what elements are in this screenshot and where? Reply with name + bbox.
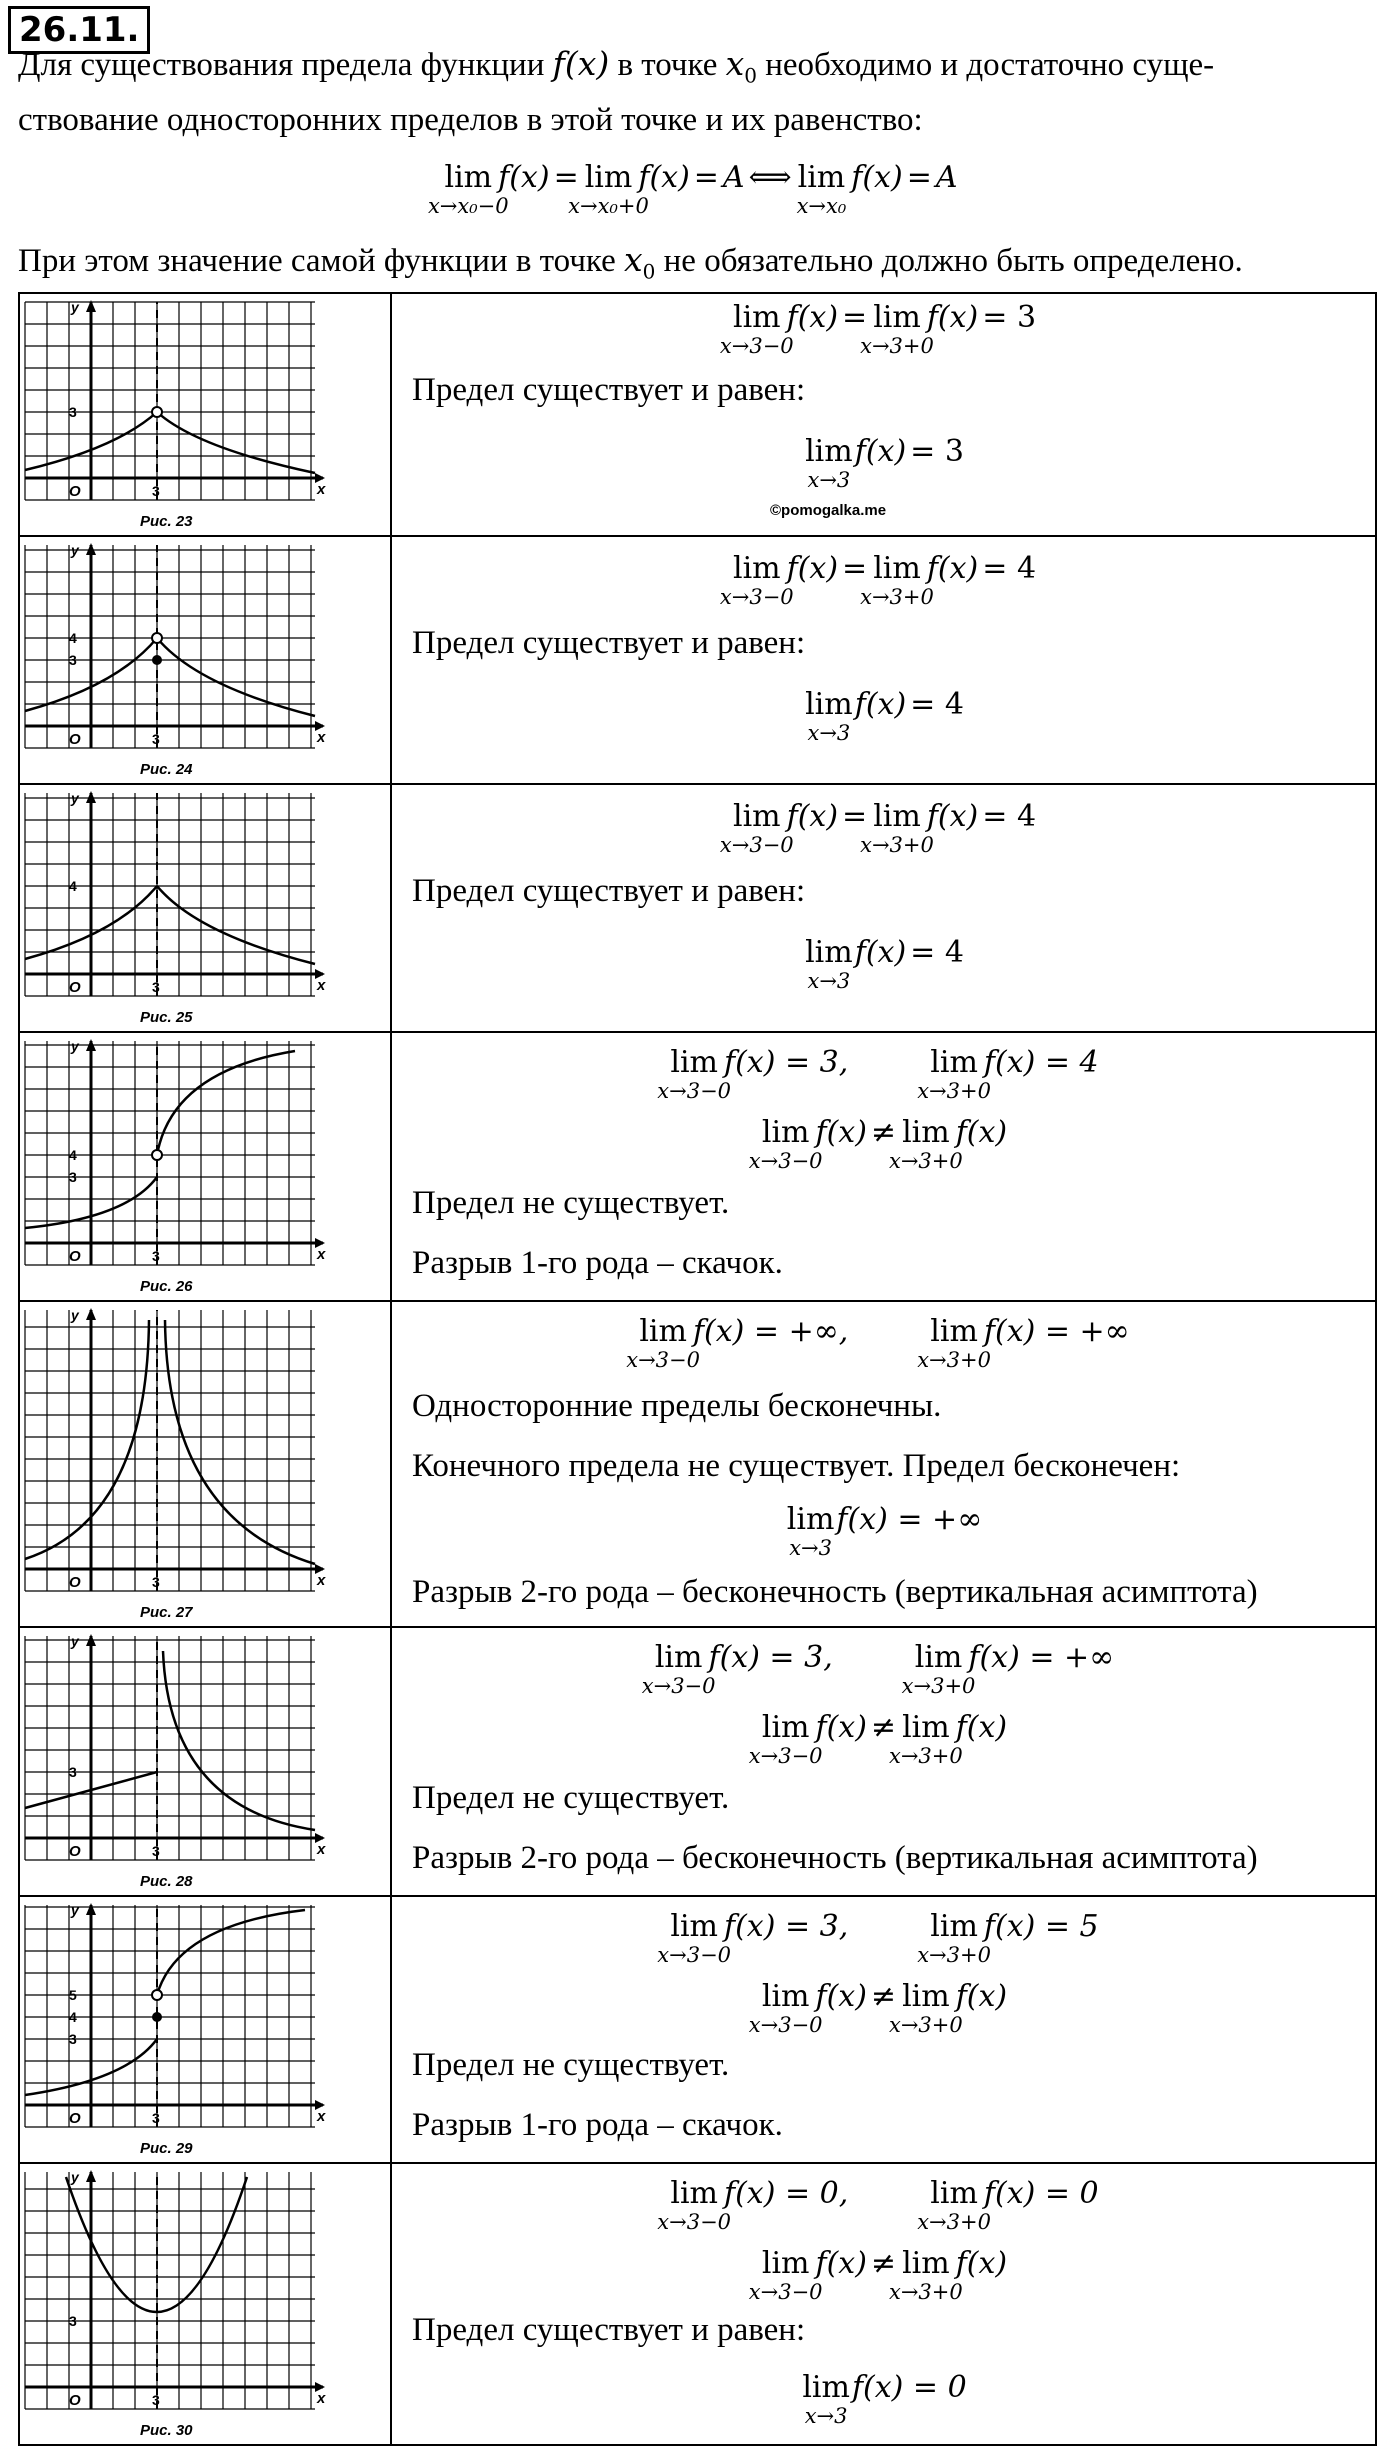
graph-24 xyxy=(20,537,390,778)
graph-cell xyxy=(19,1301,391,1627)
graph-cell xyxy=(19,2163,391,2445)
problem-number: 26.11. xyxy=(8,6,150,54)
figure-caption: Рис. 29 xyxy=(140,2140,193,2157)
graph-cell xyxy=(19,536,391,784)
row-text: Предел существует и равен: xyxy=(412,873,806,909)
case-row-27 xyxy=(19,1301,1376,1627)
case-row-29 xyxy=(19,1896,1376,2163)
figure-caption: Рис. 27 xyxy=(140,1604,193,1621)
curve-left xyxy=(25,1320,149,1559)
x-axis-label: x xyxy=(317,481,326,498)
y-axis-arrow xyxy=(86,543,96,555)
row-text: Разрыв 1-го рода – скачок. xyxy=(412,1245,783,1281)
x-axis-label: x xyxy=(317,2390,326,2407)
graph-29 xyxy=(20,1897,390,2157)
graph-cell xyxy=(19,1627,391,1896)
y-axis-label: y xyxy=(71,1038,79,1054)
tick-label-x3: 3 xyxy=(152,2110,160,2126)
figure-caption: Рис. 25 xyxy=(140,1009,193,1026)
y-axis-arrow xyxy=(86,1308,96,1320)
origin-label: O xyxy=(69,2110,81,2127)
tick-label-y: 3 xyxy=(69,2031,77,2047)
figure-caption: Рис. 24 xyxy=(140,761,193,778)
y-axis-label: y xyxy=(71,542,79,558)
y-axis-label: y xyxy=(71,1633,79,1649)
row-text: Разрыв 2-го рода – бесконечность (вертикальная асимптота) xyxy=(412,1574,1258,1610)
graph-26 xyxy=(20,1033,390,1295)
origin-label: O xyxy=(69,1248,81,1265)
origin-label: O xyxy=(69,2392,81,2409)
open-point xyxy=(152,1150,162,1160)
graph-25 xyxy=(20,785,390,1026)
tick-label-x3: 3 xyxy=(152,1248,160,1264)
text-cell: lim x→3−0 f(x) = lim x→3+0 f(x) = 4 Предел существует и равен: lim x→3 f(x) = 4 xyxy=(391,784,1376,1032)
row-text: Односторонние пределы бесконечны. xyxy=(412,1388,942,1424)
figure-caption: Рис. 30 xyxy=(140,2422,193,2439)
graph-30 xyxy=(20,2164,390,2439)
curve-right xyxy=(157,412,315,473)
y-axis-label: y xyxy=(71,2169,79,2185)
text-cell: lim x→3−0 f(x) = 3, lim x→3+0 f(x) = 4 lim x→3−0 f(x) ≠ lim x→3+0 f(x) Предел не существует. Разрыв 1-го рода – скачок. xyxy=(391,1032,1376,1301)
tick-label-x3: 3 xyxy=(152,979,160,995)
origin-label: O xyxy=(69,731,81,748)
row-text: Конечного предела не существует. Предел бесконечен: xyxy=(412,1448,1181,1484)
figure-caption: Рис. 28 xyxy=(140,1873,193,1890)
origin-label: O xyxy=(69,1574,81,1591)
text-cell: lim x→3−0 f(x) = +∞, lim x→3+0 f(x) = +∞ Односторонние пределы бесконечны. Конечного предела не существует. Предел бесконечен: lim x→3 f(x) = +∞ Разрыв 2-го рода – бесконечность (вертикальная асимптота) xyxy=(391,1301,1376,1627)
graph-cell xyxy=(19,1896,391,2163)
row-text: Разрыв 2-го рода – бесконечность (вертикальная асимптота) xyxy=(412,1840,1258,1876)
row-text: Предел существует и равен: xyxy=(412,2312,806,2348)
text-cell: lim x→3−0 f(x) = 3, lim x→3+0 f(x) = +∞ lim x→3−0 f(x) ≠ lim x→3+0 f(x) Предел не существует. Разрыв 2-го рода – бесконечность (вертикальная асимптота) xyxy=(391,1627,1376,1896)
cases-table xyxy=(18,292,1377,2446)
tick-label-y: 4 xyxy=(69,630,77,646)
case-row-28 xyxy=(19,1627,1376,1896)
text-cell: lim x→3−0 f(x) = 3, lim x→3+0 f(x) = 5 lim x→3−0 f(x) ≠ lim x→3+0 f(x) Предел не существует. Разрыв 1-го рода – скачок. xyxy=(391,1896,1376,2163)
graph-cell xyxy=(19,293,391,536)
graph-cell xyxy=(19,1032,391,1301)
curve-right xyxy=(165,1320,315,1564)
open-point xyxy=(152,633,162,643)
row-text: Предел существует и равен: xyxy=(412,372,806,408)
intro-paragraph: Для существования предела функции f(x) в точке $x_0$ необходимо и достаточно суще- ствование односторонних пределов в этой точке и их равенство: xyxy=(18,44,1215,138)
tick-label-x3: 3 xyxy=(152,1574,160,1590)
watermark: ©pomogalka.me xyxy=(770,502,887,519)
tick-label-x3: 3 xyxy=(152,731,160,747)
tick-label-y: 4 xyxy=(69,2009,77,2025)
open-point xyxy=(152,1990,162,2000)
tick-label-y: 4 xyxy=(69,878,77,894)
tick-label-x3: 3 xyxy=(152,2392,160,2408)
case-row-23 xyxy=(19,293,1376,536)
origin-label: O xyxy=(69,483,81,500)
y-axis-label: y xyxy=(71,790,79,806)
graph-23 xyxy=(20,294,390,530)
y-axis-label: y xyxy=(71,1902,79,1918)
y-axis-label: y xyxy=(71,1307,79,1323)
open-point xyxy=(152,407,162,417)
tick-label-y: 3 xyxy=(69,2313,77,2329)
x-axis-label: x xyxy=(317,1572,326,1589)
tick-label-x3: 3 xyxy=(152,1843,160,1859)
y-axis-label: y xyxy=(71,299,79,315)
text-cell: lim x→3−0 f(x) = lim x→3+0 f(x) = 4 Предел существует и равен: lim x→3 f(x) = 4 xyxy=(391,536,1376,784)
origin-label: O xyxy=(69,979,81,996)
text-cell: lim x→3−0 f(x) = 0, lim x→3+0 f(x) = 0 lim x→3−0 f(x) ≠ lim x→3+0 f(x) Предел существует и равен: lim x→3 f(x) = 0 xyxy=(391,2163,1376,2445)
tick-label-x3: 3 xyxy=(152,483,160,499)
main-formula: lim x→x₀−0 f(x) = lim x→x₀+0 f(x) = A ⟺ lim x→x₀ f(x) = A xyxy=(427,160,958,218)
tick-label-y: 5 xyxy=(69,1987,77,2003)
origin-label: O xyxy=(69,1843,81,1860)
y-axis-arrow xyxy=(86,2170,96,2182)
y-axis-arrow xyxy=(86,1903,96,1915)
row-text: Предел не существует. xyxy=(412,1185,730,1221)
case-row-25 xyxy=(19,784,1376,1032)
note-paragraph: При этом значение самой функции в точке $x_0$ не обязательно должно быть определено. xyxy=(18,240,1243,284)
graph-28 xyxy=(20,1628,390,1890)
row-text: Предел существует и равен: xyxy=(412,625,806,661)
row-text: Предел не существует. xyxy=(412,2047,730,2083)
row-text: Предел не существует. xyxy=(412,1780,730,1816)
x-axis-label: x xyxy=(317,977,326,994)
tick-label-y: 3 xyxy=(69,404,77,420)
x-axis-label: x xyxy=(317,1841,326,1858)
case-row-30 xyxy=(19,2163,1376,2445)
filled-point xyxy=(152,2012,162,2022)
figure-caption: Рис. 26 xyxy=(140,1278,193,1295)
row-text: Разрыв 1-го рода – скачок. xyxy=(412,2107,783,2143)
filled-point xyxy=(152,655,162,665)
x-axis-label: x xyxy=(317,2108,326,2125)
tick-label-y: 3 xyxy=(69,1169,77,1185)
case-row-26 xyxy=(19,1032,1376,1301)
figure-caption: Рис. 23 xyxy=(140,513,193,530)
case-row-24 xyxy=(19,536,1376,784)
curve-right xyxy=(163,1651,315,1830)
graph-27 xyxy=(20,1302,390,1621)
y-axis-arrow xyxy=(86,791,96,803)
tick-label-y: 3 xyxy=(69,652,77,668)
tick-label-y: 3 xyxy=(69,1764,77,1780)
graph-cell xyxy=(19,784,391,1032)
text-cell: lim x→3−0 f(x) = lim x→3+0 f(x) = 3 Предел существует и равен: lim x→3 f(x) = 3 xyxy=(391,293,1376,536)
x-axis-label: x xyxy=(317,1246,326,1263)
tick-label-y: 4 xyxy=(69,1147,77,1163)
x-axis-label: x xyxy=(317,729,326,746)
